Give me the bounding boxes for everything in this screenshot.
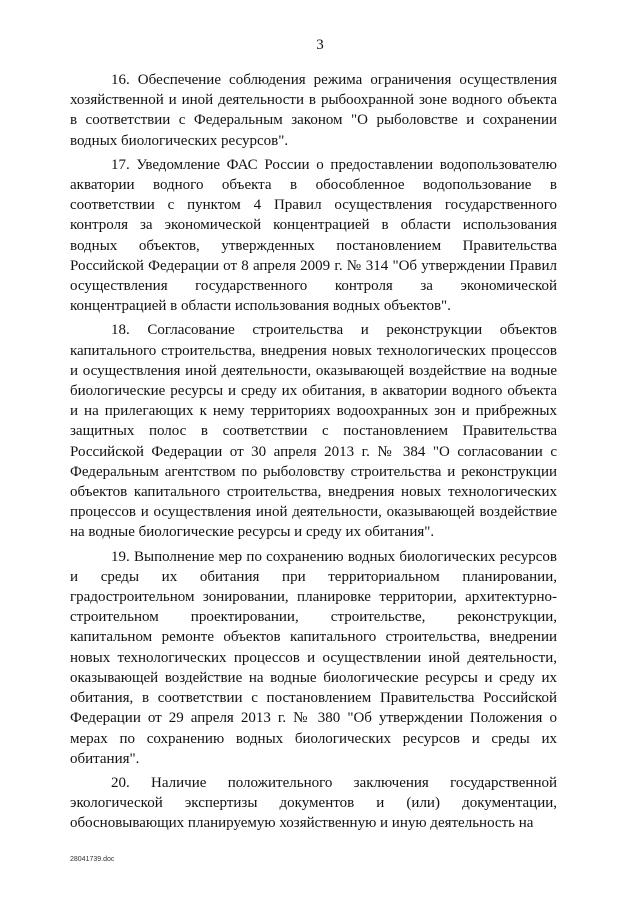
- paragraph-item-20: 20. Наличие положительного заключения государственной экологической экспертизы документов и (или) документации, обосновывающих планируемую хозяйственную и иную деятельность на: [70, 774, 557, 832]
- document-body: [70, 70, 557, 834]
- paragraph-item-18: 18. Согласование строительства и реконструкции объектов капитального строительства, внедрения новых технологических процессов и осуществления иной деятельности, оказывающей воздействие на водные биологические ресурсы и среду их обитания, в акватории водного объекта и на прилегающих к нему территориях водоохранных зон и прибрежных защитных полос в соответствии с постановлением Правительства Российской Федерации от 30 апреля 2013 г. № 384 "О согласовании с Федеральным агентством по рыболовству строительства и реконструкции объектов капитального строительства, внедрения новых технологических процессов и осуществления иной деятельности, оказывающей воздействие на водные биологические ресурсы и среду их обитания".: [70, 322, 557, 541]
- page-number: 3: [316, 37, 324, 53]
- file-code: 28041739.doc: [70, 856, 115, 863]
- paragraph-item-16: 16. Обеспечение соблюдения режима ограничения осуществления хозяйственной и иной деятельности в рыбоохранной зоне водного объекта в соответствии с Федеральным законом "О рыболовстве и сохранении водных биологических ресурсов".: [70, 72, 557, 149]
- paragraph-item-17: 17. Уведомление ФАС России о предоставлении водопользователю акватории водного объекта в обособленное водопользование в соответствии с пунктом 4 Правил осуществления государственного контроля за экономической концентрацией в области использования водных объектов, утвержденных постановлением Правительства Российской Федерации от 8 апреля 2009 г. № 314 "Об утверждении Правил осуществления государственного контроля за экономической концентрацией в области использования водных объектов".: [70, 156, 557, 315]
- paragraph-item-19: 19. Выполнение мер по сохранению водных биологических ресурсов и среды их обитания при территориальном планировании, градостроительном зонировании, планировке территории, архитектурно-строительном проектировании, строительстве, реконструкции, капитальном ремонте объектов капитального строительства, внедрении новых технологических процессов и осуществлении иной деятельности, оказывающей воздействие на водные биологические ресурсы и среду их обитания, в соответствии с постановлением Правительства Российской Федерации от 29 апреля 2013 г. № 380 "Об утверждении Положения о мерах по сохранению водных биологических ресурсов и среды их обитания".: [70, 548, 557, 767]
